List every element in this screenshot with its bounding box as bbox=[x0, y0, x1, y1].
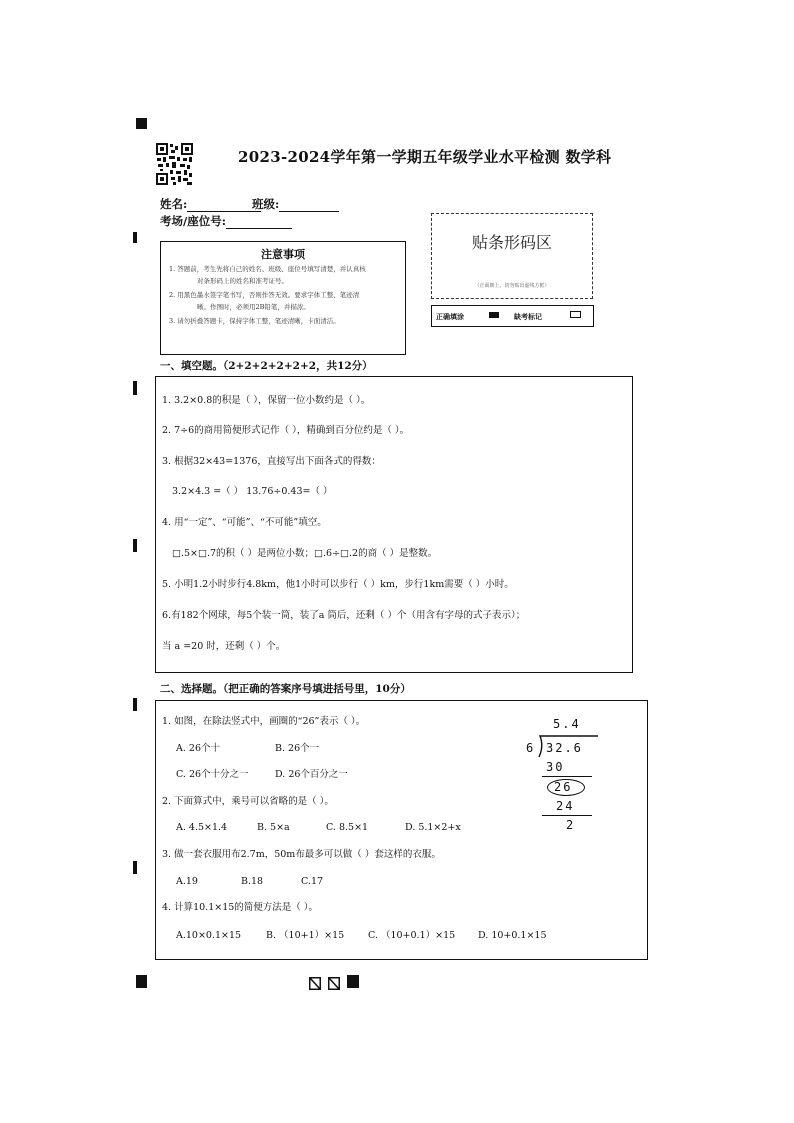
barcode-area bbox=[431, 213, 593, 299]
q2-2-d: D. 5.1×2+x bbox=[405, 822, 461, 833]
q2-1-b: B. 26个一 bbox=[275, 743, 320, 754]
fill-example bbox=[431, 305, 594, 327]
timing-mark bbox=[133, 381, 137, 395]
q2-1-d: D. 26个百分之一 bbox=[275, 769, 348, 780]
q1-2: 2. 7÷6的商用简便形式记作（ ），精确到百分位约是（ ）。 bbox=[162, 425, 410, 436]
q2-2-a: A. 4.5×1.4 bbox=[176, 822, 228, 833]
corner-mark-top-left bbox=[136, 118, 147, 129]
division-rule-1 bbox=[542, 776, 592, 777]
page-mark-slash-2 bbox=[328, 975, 340, 988]
seat-field[interactable] bbox=[160, 213, 292, 229]
filled-bubble-icon bbox=[489, 312, 499, 318]
q2-2-c: C. 8.5×1 bbox=[326, 822, 369, 833]
correct-fill-label: 正确填涂 bbox=[436, 312, 464, 321]
notice-line: 1. 答题前，考生先将自己的姓名、班级、座位号填写清楚，并认真核 bbox=[169, 265, 366, 273]
q2-4: 4. 计算10.1×15的简便方法是（ ）。 bbox=[162, 902, 319, 913]
timing-mark bbox=[133, 539, 137, 552]
notice-box bbox=[160, 241, 406, 355]
q1-3: 3. 根据32×43=1376，直接写出下面各式的得数： bbox=[162, 456, 381, 467]
q2-3: 3. 做一套衣服用布2.7m，50m布最多可以做（ ）套这样的衣服。 bbox=[162, 849, 441, 860]
timing-mark bbox=[133, 861, 137, 874]
q2-1-a: A. 26个十 bbox=[176, 743, 220, 754]
q2-4-a: A.10×0.1×15 bbox=[176, 930, 242, 941]
q1-4-items: □.5×□.7的积（ ）是两位小数；□.6÷□.2的商（ ）是整数。 bbox=[172, 548, 438, 559]
barcode-sub: （正面朝上，切勿贴出虚线方框） bbox=[474, 283, 550, 289]
notice-line: 晰。作图时，必须用2B铅笔，并描浓。 bbox=[197, 302, 310, 311]
division-circled: 26 bbox=[554, 780, 573, 794]
q2-3-b: B.18 bbox=[241, 876, 264, 887]
q1-4: 4. 用“一定”、“可能”、“不可能”填空。 bbox=[162, 517, 327, 528]
division-step1: 30 bbox=[546, 760, 565, 774]
missing-mark-label: 缺考标记 bbox=[514, 312, 542, 321]
qr-code bbox=[156, 143, 193, 185]
barcode-label: 贴条形码区 bbox=[471, 233, 552, 252]
q2-1-c: C. 26个十分之一 bbox=[176, 769, 249, 780]
page-mark-filled bbox=[347, 975, 359, 988]
notice-title: 注意事项 bbox=[261, 248, 305, 261]
section2-title: 二、选择题。（把正确的答案序号填进括号里，10分） bbox=[160, 683, 411, 695]
division-circle-mark bbox=[547, 779, 585, 796]
timing-mark bbox=[133, 698, 137, 711]
division-remainder: 2 bbox=[566, 818, 576, 832]
q1-6: 6.有182个网球，每5个装一筒，装了a 筒后，还剩（ ）个（用含有字母的式子表示）； bbox=[162, 610, 526, 621]
section1-box bbox=[155, 376, 633, 673]
q2-3-a: A.19 bbox=[176, 876, 198, 887]
class-label: 班级: bbox=[252, 197, 280, 211]
q1-1: 1. 3.2×0.8的积是（ ），保留一位小数约是（ ）。 bbox=[162, 395, 371, 406]
q2-4-b: B. （10+1）×15 bbox=[266, 930, 345, 941]
q2-2: 2. 下面算式中，乘号可以省略的是（ ）。 bbox=[162, 796, 334, 807]
notice-line: 2. 用黑色墨水签字笔书写，否则作答无效。要求字体工整、笔迹清 bbox=[169, 291, 360, 299]
q2-2-b: B. 5×a bbox=[257, 822, 290, 833]
q2-4-d: D. 10+0.1×15 bbox=[478, 930, 547, 941]
name-label: 姓名: bbox=[160, 197, 188, 211]
notice-line: 对条形码上的姓名和准考证号。 bbox=[197, 276, 288, 285]
q1-3-items: 3.2×4.3 =（ ） 13.76÷0.43=（ ） bbox=[172, 486, 333, 497]
q1-6-cont: 当 a =20 时，还剩（ ）个。 bbox=[162, 641, 286, 652]
class-field[interactable] bbox=[252, 196, 339, 212]
corner-mark-bottom-left bbox=[136, 975, 147, 988]
q1-5: 5. 小明1.2小时步行4.8km，他1小时可以步行（ ）km，步行1km需要（ ）小时。 bbox=[162, 579, 514, 590]
exam-title: 2023-2024学年第一学期五年级学业水平检测 数学科 bbox=[238, 148, 612, 166]
notice-line: 3. 请勿折叠答题卡，保持字体工整，笔迹清晰，卡面清洁。 bbox=[169, 317, 340, 325]
q2-3-c: C.17 bbox=[301, 876, 324, 887]
missing-checkbox[interactable] bbox=[570, 311, 581, 318]
division-dividend: 32.6 bbox=[546, 741, 583, 755]
division-divisor: 6 bbox=[526, 741, 536, 755]
division-step2: 24 bbox=[556, 799, 575, 813]
q2-4-c: C. （10+0.1）×15 bbox=[368, 930, 456, 941]
timing-mark bbox=[133, 232, 137, 243]
section2-box bbox=[155, 700, 648, 960]
division-quotient: 5.4 bbox=[553, 717, 581, 731]
division-rule-2 bbox=[542, 815, 592, 816]
page-mark-slash-1 bbox=[309, 975, 321, 988]
section1-title: 一、填空题。（2+2+2+2+2+2，共12分） bbox=[160, 360, 373, 372]
seat-label: 考场/座位号: bbox=[160, 214, 226, 228]
q2-1: 1. 如图，在除法竖式中，画圈的“26”表示（ ）。 bbox=[162, 716, 366, 727]
name-field[interactable] bbox=[160, 196, 261, 212]
